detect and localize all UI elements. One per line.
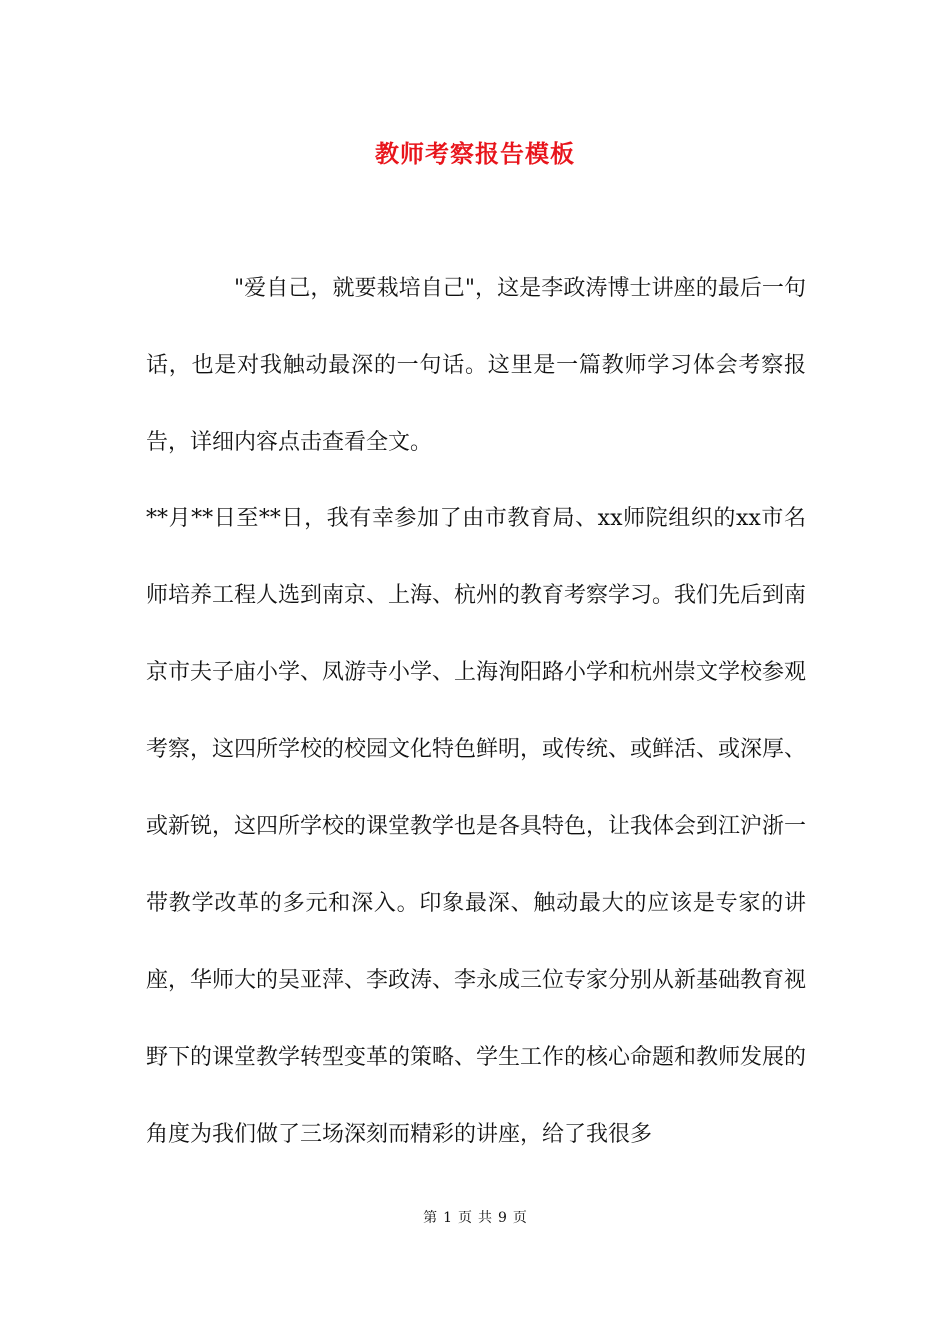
footer-current-page: 1: [443, 1210, 452, 1226]
paragraph-intro: "爱自己，就要栽培自己"，这是李政涛博士讲座的最后一句话，也是对我触动最深的一句话。这里是一篇教师学习体会考察报告，详细内容点击查看全文。: [146, 276, 806, 455]
footer-label-ye: 页: [458, 1210, 472, 1226]
footer-label-ye2: 页: [512, 1210, 527, 1226]
paragraph-main: **月**日至**日，我有幸参加了由市教育局、xx师院组织的xx市名师培养工程人选到南京、上海、杭州的教育考察学习。我们先后到南京市夫子庙小学、凤游寺小学、上海洵阳路小学和杭州崇文学校参观考察，这四所学校的校园文化特色鲜明，或传统、或鲜活、或深厚、或新锐，这四所学校的课堂教学也是各具特色，让我体会到江沪浙一带教学改革的多元和深入。印象最深、触动最大的应该是专家的讲座，华师大的吴亚萍、李政涛、李永成三位专家分别从新基础教育视野下的课堂教学转型变革的策略、学生工作的核心命题和教师发展的角度为我们做了三场深刻而精彩的讲座，给了我很多: [146, 506, 807, 1147]
footer-label-page: 第: [423, 1210, 438, 1226]
document-title: 教师考察报告模板: [375, 139, 575, 168]
footer-total-pages: 9: [498, 1210, 507, 1226]
footer-label-total: 共: [478, 1210, 492, 1226]
page-number-footer: [0, 1208, 950, 1228]
